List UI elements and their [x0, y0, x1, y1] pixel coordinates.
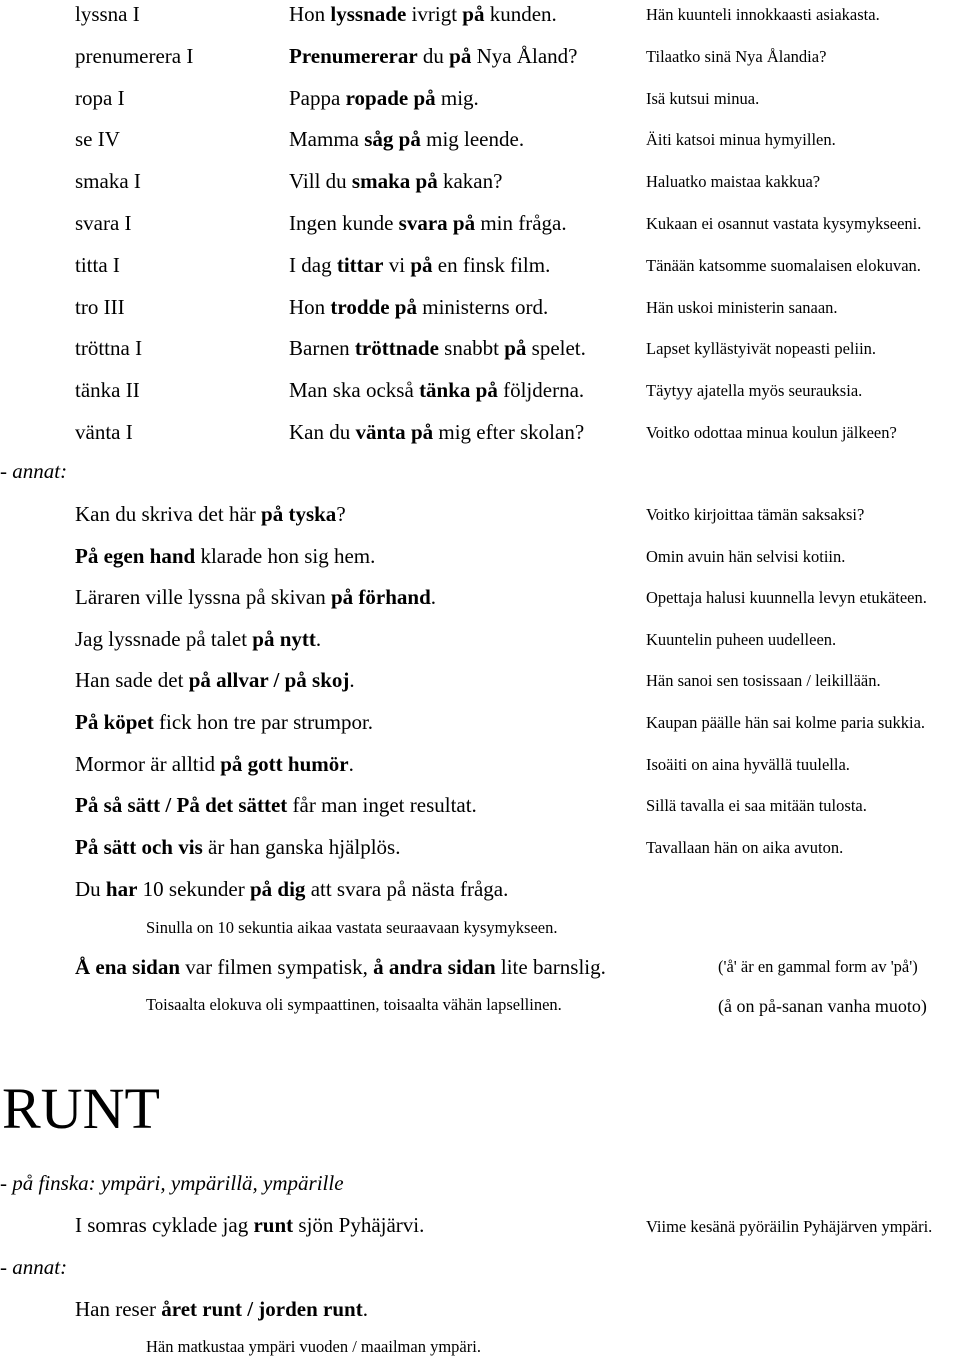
plain-text: ministerns ord.: [416, 294, 549, 319]
plain-text: Mamma: [289, 127, 365, 152]
example-sentence: [75, 834, 401, 859]
section-heading-runt: RUNT: [2, 1076, 160, 1141]
plain-text: mig efter skolan?: [433, 420, 585, 444]
plain-text: I dag: [289, 252, 337, 277]
plain-text: Man ska också: [289, 378, 420, 403]
bold-phrase: På sätt och vis: [75, 834, 203, 859]
example-translation: Haluatko maistaa kakkua?: [646, 172, 821, 192]
verb-name: titta I: [75, 252, 120, 277]
example-translation: Voitko kirjoittaa tämän saksaksi?: [646, 505, 865, 524]
plain-text: Jag lyssnade på talet: [75, 626, 253, 651]
plain-text: Mormor är alltid: [75, 751, 221, 776]
finska-label: - på finska: ympäri, ympärillä, ympärille: [0, 1171, 344, 1195]
plain-text: följderna.: [497, 378, 585, 403]
plain-text: I somras cyklade jag: [75, 1213, 254, 1237]
bold-phrase: På egen hand: [75, 543, 196, 568]
verb-name: tröttna I: [75, 336, 143, 361]
bold-phrase: på: [415, 169, 438, 194]
plain-text: sjön Pyhäjärvi.: [293, 1213, 425, 1237]
example-sentence: [289, 252, 551, 277]
example-sentence: [289, 338, 586, 359]
plain-text: Hon: [289, 2, 331, 26]
annat-label: - annat:: [0, 459, 68, 483]
example-translation: Tänään katsomme suomalaisen elokuvan.: [646, 255, 921, 275]
bold-phrase: På så sätt / På det sättet: [75, 793, 288, 818]
bold-phrase: på: [449, 43, 472, 68]
plain-text: var filmen sympatisk,: [180, 955, 374, 979]
example-translation: Voitko odottaa minua koulun jälkeen?: [646, 423, 897, 442]
plain-text: Kan du skriva det här: [75, 502, 262, 526]
plain-text: vi: [383, 252, 411, 277]
plain-text: min fråga.: [475, 211, 567, 235]
example-sentence: [289, 4, 557, 25]
plain-text: får man inget resultat.: [287, 793, 477, 818]
example-sentence: [75, 670, 355, 691]
plain-text: en finsk film.: [432, 252, 551, 277]
plain-text: Pappa: [289, 85, 346, 110]
plain-text: mig leende.: [420, 127, 525, 152]
plain-text: snabbt: [438, 336, 505, 361]
plain-text: kunden.: [484, 2, 557, 26]
example-translation: Kaupan päälle hän sai kolme paria sukkia.: [646, 713, 926, 732]
bold-phrase: Prenumererar: [289, 43, 418, 68]
bold-phrase: på: [452, 211, 476, 235]
bold-phrase: på förhand: [331, 585, 431, 610]
example-sentence: [289, 422, 584, 443]
example-translation: Opettaja halusi kuunnella levyn etukäteen.: [646, 588, 927, 608]
bold-phrase: på: [475, 378, 498, 403]
plain-text: ivrigt: [406, 2, 463, 26]
bold-phrase: tröttnade: [354, 336, 439, 361]
example-translation: Hän kuunteli innokkaasti asiakasta.: [646, 5, 880, 24]
bold-phrase: På köpet: [75, 710, 154, 734]
example-translation: Äiti katsoi minua hymyillen.: [646, 130, 836, 150]
example-translation-sekunder: Sinulla on 10 sekuntia aikaa vastata seuraavaan kysymykseen.: [146, 918, 558, 937]
plain-text: Nya Åland?: [471, 43, 578, 68]
verb-name: svara I: [75, 211, 132, 235]
plain-text: Barnen: [289, 336, 355, 361]
plain-text: fick hon tre par strumpor.: [153, 710, 374, 734]
example-translation: Kukaan ei osannut vastata kysymykseeni.: [646, 214, 922, 233]
example-translation: Isoäiti on aina hyvällä tuulella.: [646, 754, 850, 774]
example-translation: Lapset kyllästyivät nopeasti peliin.: [646, 339, 877, 359]
plain-text: mig.: [435, 85, 479, 110]
example-translation: Tilaatko sinä Nya Ålandia?: [646, 46, 827, 66]
verb-name: smaka I: [75, 169, 141, 194]
bold-phrase: på: [410, 252, 433, 277]
plain-text: .: [348, 751, 354, 776]
verb-name: ropa I: [75, 85, 125, 110]
example-sentence: [75, 712, 373, 733]
verb-name: vänta I: [75, 420, 133, 444]
bold-phrase: på: [398, 127, 421, 152]
plain-text: spelet.: [526, 336, 586, 361]
plain-text: ?: [336, 502, 346, 526]
plain-text: Han reser: [75, 1297, 162, 1321]
example-sentence: [75, 795, 477, 816]
example-sentence-aret-runt: [75, 1299, 368, 1320]
bold-phrase: på: [394, 294, 417, 319]
example-translation: Sillä tavalla ei saa mitään tulosta.: [646, 796, 867, 816]
bold-phrase: på tyska: [261, 502, 337, 526]
bold-phrase: på nytt: [252, 626, 316, 651]
bold-phrase: tänka: [419, 378, 471, 403]
plain-text: lite barnslig.: [495, 955, 606, 979]
example-sentence: [289, 129, 524, 150]
example-translation: Hän uskoi ministerin sanaan.: [646, 297, 838, 317]
verb-name: lyssna I: [75, 2, 140, 26]
bold-phrase: runt: [253, 1213, 294, 1237]
plain-text: klarade hon sig hem.: [195, 543, 376, 568]
example-sentence: [75, 587, 436, 608]
annat-label-runt: - annat:: [0, 1255, 68, 1279]
example-sentence: [289, 43, 578, 68]
plain-text: .: [349, 668, 355, 693]
example-sentence: [289, 213, 567, 234]
example-translation: Isä kutsui minua.: [646, 88, 760, 108]
plain-text: .: [430, 585, 437, 610]
plain-text: .: [362, 1297, 368, 1321]
bold-phrase: har: [105, 877, 138, 901]
plain-text: Hon: [289, 294, 331, 319]
example-sentence: [75, 543, 376, 568]
bold-phrase: på gott humör: [220, 751, 349, 776]
example-sentence: [289, 380, 584, 401]
example-translation: Omin avuin hän selvisi kotiin.: [646, 546, 846, 566]
plain-text: du: [417, 43, 450, 68]
bold-phrase: vänta: [355, 420, 406, 444]
example-sentence-runt: [75, 1215, 424, 1236]
plain-text: Vill du: [289, 169, 352, 194]
plain-text: Läraren ville lyssna på skivan: [75, 585, 331, 610]
plain-text: är han ganska hjälplös.: [202, 834, 401, 859]
plain-text: Ingen kunde: [289, 211, 399, 235]
plain-text: 10 sekunder: [137, 877, 250, 901]
plain-text: Du: [75, 877, 106, 901]
example-sentence-sekunder: [75, 879, 508, 900]
example-translation: Kuuntelin puheen uudelleen.: [646, 629, 837, 649]
bold-phrase: på: [413, 85, 436, 110]
example-translation-aret-runt: Hän matkustaa ympäri vuoden / maailman ympäri.: [146, 1337, 481, 1356]
bold-phrase: smaka: [351, 169, 411, 194]
example-sentence-ena-sidan: [75, 957, 606, 978]
bold-phrase: på: [504, 336, 527, 361]
bold-phrase: på: [462, 2, 485, 26]
bold-phrase: Å ena sidan: [75, 955, 181, 979]
example-translation-runt: Viime kesänä pyöräilin Pyhäjärven ympäri.: [646, 1217, 933, 1236]
verb-name: tänka II: [75, 378, 140, 403]
example-translation: Täytyy ajatella myös seurauksia.: [646, 381, 863, 401]
example-translation-ena-sidan: Toisaalta elokuva oli sympaattinen, toisaalta vähän lapsellinen.: [146, 995, 562, 1014]
bold-phrase: såg: [364, 127, 394, 152]
example-sentence: [75, 751, 354, 776]
plain-text: kakan?: [437, 169, 503, 194]
note-finnish: (å on på-sanan vanha muoto): [718, 996, 927, 1016]
bold-phrase: svara: [398, 211, 448, 235]
bold-phrase: tittar: [336, 252, 384, 277]
bold-phrase: året runt / jorden runt: [161, 1297, 363, 1321]
verb-name: tro III: [75, 294, 125, 319]
example-translation: Tavallaan hän on aika avuton.: [646, 837, 844, 857]
bold-phrase: ropade: [345, 85, 409, 110]
plain-text: Han sade det: [75, 668, 189, 693]
example-translation: Hän sanoi sen tosissaan / leikillään.: [646, 671, 881, 691]
bold-phrase: lyssnade: [330, 2, 407, 26]
verb-name: prenumerera I: [75, 43, 194, 68]
verb-name: se IV: [75, 127, 120, 152]
bold-phrase: på dig: [249, 877, 306, 901]
example-sentence: [289, 171, 502, 192]
plain-text: Kan du: [289, 420, 356, 444]
example-sentence: [289, 294, 549, 319]
bold-phrase: trodde: [330, 294, 390, 319]
bold-phrase: på allvar / på skoj: [188, 668, 350, 693]
example-sentence: [75, 626, 322, 651]
example-sentence: [75, 504, 346, 525]
example-sentence: [289, 85, 479, 110]
plain-text: att svara på nästa fråga.: [305, 877, 509, 901]
plain-text: .: [315, 626, 322, 651]
bold-phrase: på: [410, 420, 434, 444]
bold-phrase: å andra sidan: [373, 955, 496, 979]
note-swedish: ('å' är en gammal form av 'på'): [718, 957, 918, 976]
